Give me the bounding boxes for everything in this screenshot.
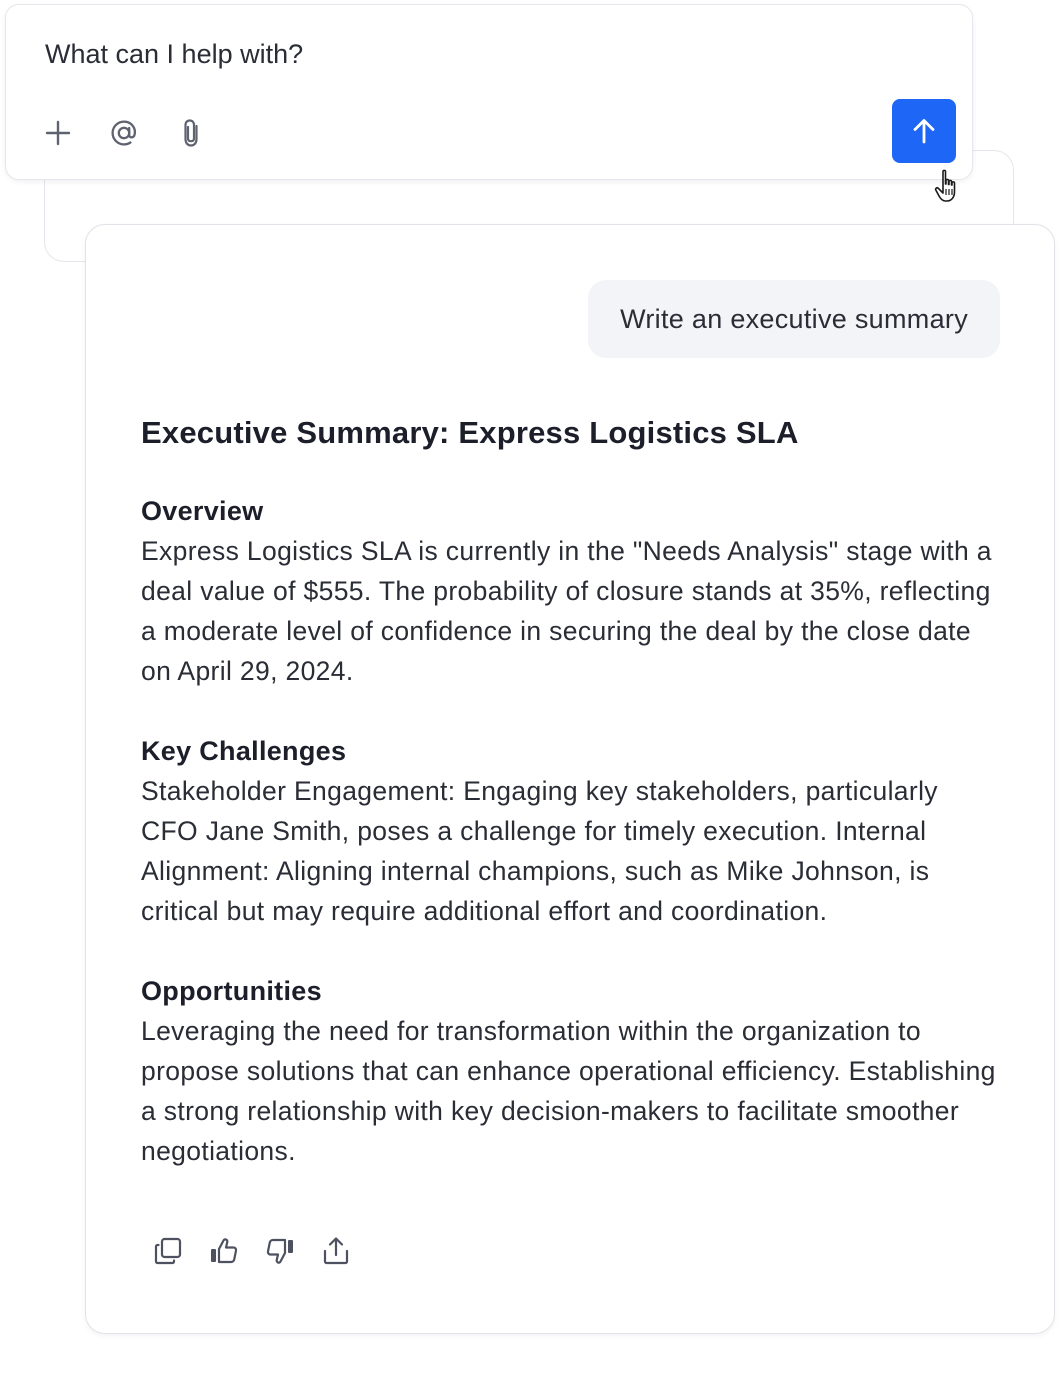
copy-button[interactable] xyxy=(150,1233,186,1269)
assistant-response xyxy=(141,413,1001,1171)
section-heading: Key Challenges xyxy=(141,736,347,766)
prompt-input[interactable] xyxy=(45,39,865,70)
paperclip-icon xyxy=(180,117,204,149)
share-icon xyxy=(320,1235,352,1267)
copy-icon xyxy=(152,1235,184,1267)
prompt-composer xyxy=(5,4,973,180)
add-button[interactable] xyxy=(38,113,78,153)
at-sign-icon xyxy=(109,118,139,148)
thumbs-up-button[interactable] xyxy=(206,1233,242,1269)
section-body: Express Logistics SLA is currently in the "Needs Analysis" stage with a deal value of $555. The probability of closure stands at 35%, reflecting a moderate level of confidence in securing the deal by the close date on April 29, 2024. xyxy=(141,536,992,686)
response-actions xyxy=(150,1233,354,1269)
response-title: Executive Summary: Express Logistics SLA xyxy=(141,415,799,450)
user-message-bubble xyxy=(588,280,1000,358)
user-message-text: Write an executive summary xyxy=(620,303,968,334)
share-button[interactable] xyxy=(318,1233,354,1269)
plus-icon xyxy=(44,119,72,147)
thumbs-down-icon xyxy=(264,1235,296,1267)
section-overview xyxy=(141,491,1001,691)
section-opportunities xyxy=(141,971,1001,1171)
section-heading: Opportunities xyxy=(141,976,322,1006)
section-body: Leveraging the need for transformation within the organization to propose solutions that can enhance operational efficiency. Establishing a strong relationship with key decision-makers to facilitate smoother negotiations. xyxy=(141,1016,996,1166)
section-heading: Overview xyxy=(141,496,264,526)
send-button[interactable] xyxy=(892,99,956,163)
section-body: Stakeholder Engagement: Engaging key stakeholders, particularly CFO Jane Smith, poses a challenge for timely execution. Internal Alignment: Aligning internal champions, such as Mike Johnson, is critical but may require additional effort and coordination. xyxy=(141,776,938,926)
section-key-challenges xyxy=(141,731,1001,931)
arrow-up-icon xyxy=(909,116,939,146)
hand-cursor-icon xyxy=(934,168,966,208)
thumbs-down-button[interactable] xyxy=(262,1233,298,1269)
mention-button[interactable] xyxy=(104,113,144,153)
attach-button[interactable] xyxy=(172,113,212,153)
thumbs-up-icon xyxy=(208,1235,240,1267)
conversation-panel xyxy=(85,224,1055,1334)
